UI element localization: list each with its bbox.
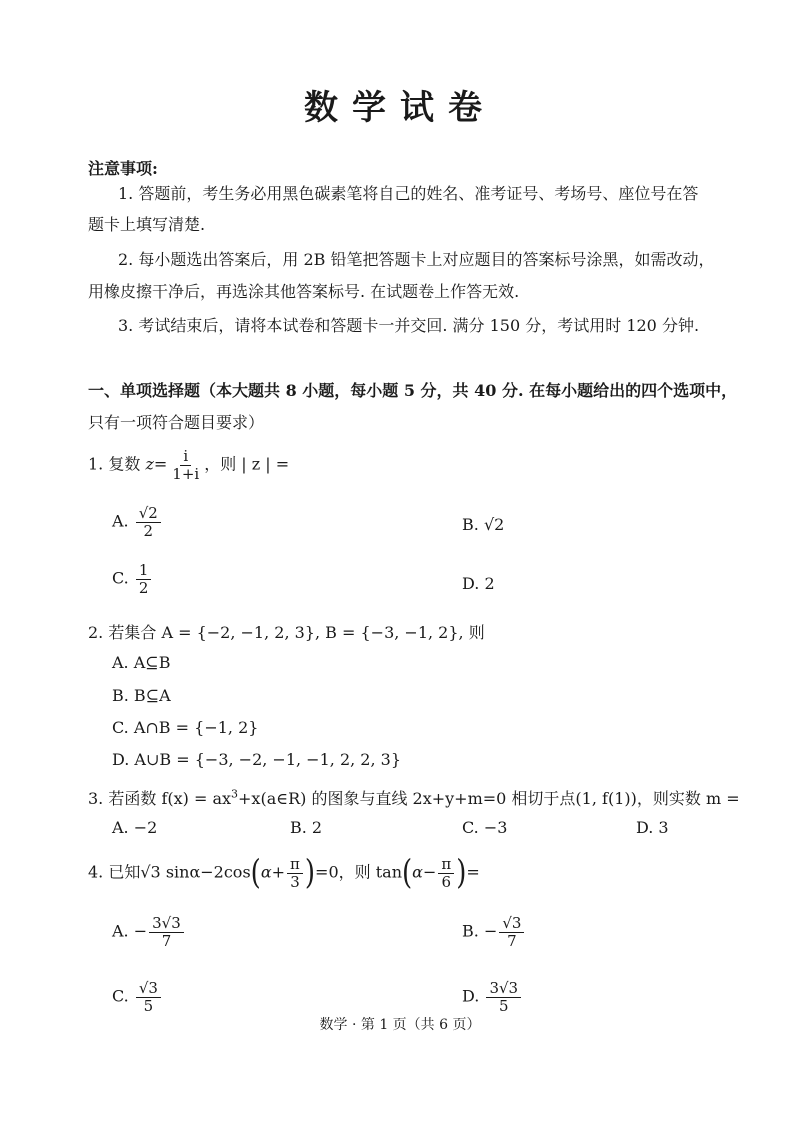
section-1-heading-line-1: 一、单项选择题（本大题共 8 小题，每小题 5 分，共 40 分. 在每小题给出的四个选项中， — [88, 381, 738, 400]
q4-part-4: =0，则 tan — [315, 862, 402, 882]
q1-option-b — [462, 515, 504, 534]
q3-option-c: C. −3 — [462, 818, 508, 837]
q4-fraction-1 — [287, 856, 303, 890]
q1-fraction — [169, 448, 202, 482]
q4-a-numerator: 3√3 — [149, 915, 184, 933]
q4-pi-1: π — [287, 856, 303, 874]
q1-d-value: 2 — [484, 574, 495, 593]
q4-option-c — [112, 980, 163, 1014]
q3-stem-pre: 3. 若函数 f(x) = ax — [88, 789, 232, 808]
question-1-stem — [88, 448, 289, 482]
q1-prefix: 1. 复数 — [88, 454, 141, 474]
q1-numerator: i — [180, 448, 191, 466]
q4-part-1: 4. 已知 — [88, 862, 141, 882]
notice-heading: 注意事项: — [88, 159, 158, 178]
q1-c-numerator: 1 — [136, 562, 152, 580]
q3-option-d: D. 3 — [636, 818, 669, 837]
q4-part-5: α− — [412, 862, 437, 882]
q1-suffix: ，则 | z | = — [204, 454, 290, 474]
q4-option-b — [462, 915, 526, 949]
q4-b-fraction — [499, 915, 524, 949]
q4-a-sign: − — [133, 921, 148, 941]
q4-denominator-6: 6 — [441, 872, 452, 891]
q3-stem-post: +x(a∈R) 的图象与直线 2x+y+m=0 相切于点(1, f(1))，则实数 m = — [238, 789, 740, 808]
page-footer: 数学 · 第 1 页（共 6 页） — [319, 1017, 481, 1033]
q1-option-d — [462, 574, 495, 593]
q1-b-label: B. — [462, 515, 479, 534]
q4-paren-open-1: ( — [250, 853, 261, 893]
q4-a-fraction — [149, 915, 184, 949]
q4-paren-close-2: ) — [456, 853, 467, 893]
q4-pi-2: π — [438, 856, 454, 874]
q1-option-c — [112, 562, 153, 596]
section-1-heading-line-2: 只有一项符合题目要求） — [88, 413, 265, 432]
q3-option-a: A. −2 — [112, 818, 158, 837]
question-2-stem: 2. 若集合 A = {−2, −1, 2, 3}, B = {−3, −1, 2}, 则 — [88, 623, 485, 642]
q1-c-denominator: 2 — [138, 578, 149, 597]
question-3-stem — [88, 786, 740, 809]
q2-option-d: D. A∪B = {−3, −2, −1, −1, 2, 2, 3} — [112, 750, 401, 769]
q1-c-label: C. — [112, 568, 129, 588]
q1-c-fraction — [136, 562, 152, 596]
notice-item-1-line-1: 1. 答题前，考生务必用黑色碳素笔将自己的姓名、准考证号、考场号、座位号在答 — [118, 184, 699, 203]
q4-part-6: = — [466, 862, 480, 882]
q1-d-label: D. — [462, 574, 480, 593]
q1-option-a — [112, 505, 163, 539]
q4-denominator-3: 3 — [290, 872, 300, 891]
question-4-stem — [88, 853, 480, 893]
notice-item-2-line-1: 2. 每小题选出答案后，用 2B 铅笔把答题卡上对应题目的答案标号涂黑，如需改动， — [118, 250, 715, 269]
notice-item-1-line-2: 题卡上填写清楚. — [88, 215, 206, 234]
q4-b-denominator: 7 — [507, 931, 517, 950]
q2-option-c: C. A∩B = {−1, 2} — [112, 718, 259, 737]
q4-option-d — [462, 980, 523, 1014]
q4-paren-open-2: ( — [402, 853, 413, 893]
q4-fraction-2 — [438, 856, 454, 890]
q4-d-fraction — [486, 980, 521, 1014]
q4-d-numerator: 3√3 — [486, 980, 521, 998]
q3-option-b: B. 2 — [290, 818, 323, 837]
q1-a-numerator: √2 — [136, 505, 161, 523]
q4-d-denominator: 5 — [498, 996, 509, 1015]
exam-title: 数学试卷 — [304, 88, 496, 128]
q1-denominator: 1+i — [172, 464, 200, 483]
q1-a-label: A. — [112, 511, 129, 531]
q4-b-sign: − — [483, 921, 498, 941]
q4-part-3: α+ — [260, 862, 286, 882]
q1-b-value: √2 — [483, 515, 505, 534]
q1-a-fraction — [136, 505, 161, 539]
q4-b-numerator: √3 — [499, 915, 524, 933]
q3-exponent: 3 — [231, 787, 239, 801]
q4-d-label: D. — [462, 986, 480, 1006]
q4-c-denominator: 5 — [143, 996, 154, 1015]
notice-item-2-line-2: 用橡皮擦干净后，再选涂其他答案标号. 在试题卷上作答无效. — [88, 282, 520, 301]
notice-item-3: 3. 考试结束后，请将本试卷和答题卡一并交回. 满分 150 分，考试用时 120 分钟. — [118, 316, 700, 335]
q4-a-label: A. — [112, 921, 129, 941]
q4-paren-close-1: ) — [304, 853, 316, 893]
q4-option-a — [112, 915, 186, 949]
q1-lhs: z= — [145, 454, 168, 474]
q4-part-2: √3 sinα−2cos — [140, 862, 251, 882]
q4-c-numerator: √3 — [136, 980, 161, 998]
q4-b-label: B. — [462, 921, 479, 941]
q4-a-denominator: 7 — [161, 931, 172, 950]
q2-option-b: B. B⊆A — [112, 686, 171, 705]
q4-c-fraction — [136, 980, 161, 1014]
q2-option-a: A. A⊆B — [112, 653, 171, 672]
q1-a-denominator: 2 — [143, 521, 154, 540]
q4-c-label: C. — [112, 986, 129, 1006]
